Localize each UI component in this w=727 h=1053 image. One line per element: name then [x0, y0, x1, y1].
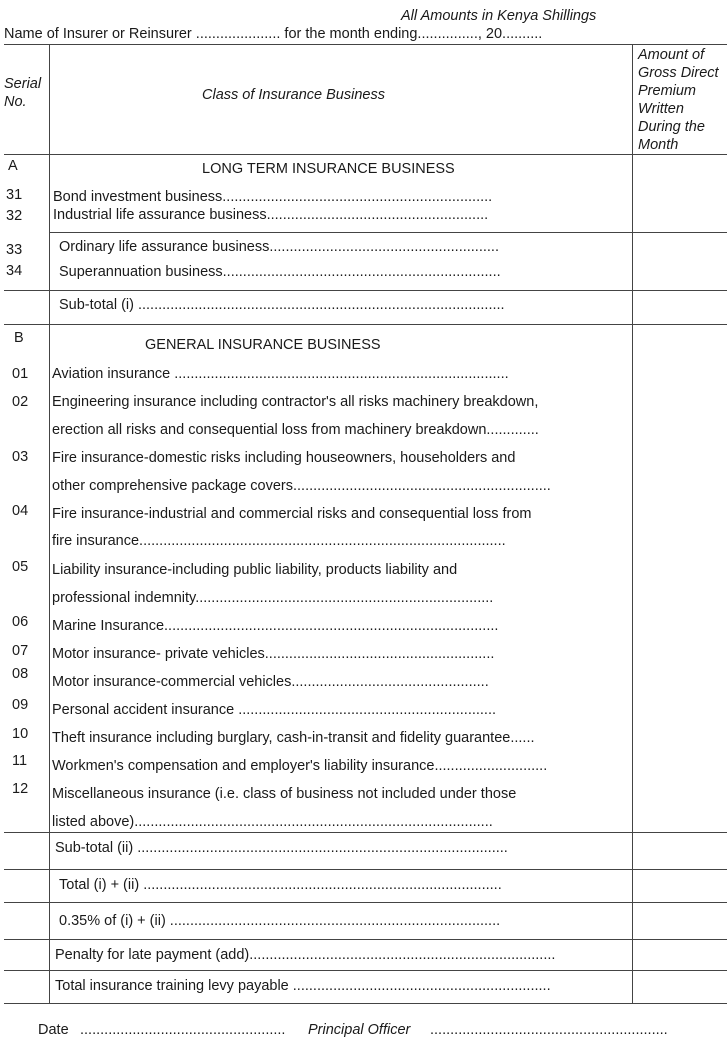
serial-01: 01	[12, 366, 29, 382]
subtotal-ii: Sub-total (ii) ............................................................................................	[55, 840, 508, 856]
serial-10: 10	[12, 726, 29, 742]
row-11-line1: Workmen's compensation and employer's liability insurance............................	[52, 758, 548, 774]
total-levy-payable: Total insurance training levy payable ................................................................	[55, 978, 551, 994]
row-33-text: Ordinary life assurance business.........................................................	[59, 239, 499, 255]
section-a-code: A	[8, 158, 18, 174]
serial-02: 02	[12, 394, 29, 410]
table-top-border	[4, 44, 727, 45]
serial-column-border	[49, 44, 50, 1003]
serial-08: 08	[12, 666, 29, 682]
section-b-code: B	[14, 330, 24, 346]
date-field: ...................................................	[80, 1022, 286, 1038]
table-bottom-border	[4, 1003, 727, 1004]
row-02-line2: erection all risks and consequential loss from machinery breakdown.............	[52, 422, 539, 438]
serial-06: 06	[12, 614, 29, 630]
divider-subtotal-ii	[4, 869, 727, 870]
serial-04: 04	[12, 503, 29, 519]
section-a-title: LONG TERM INSURANCE BUSINESS	[202, 161, 455, 177]
row-03-line1: Fire insurance-domestic risks including houseowners, householders and	[52, 450, 516, 466]
row-04-line2: fire insurance...........................................................................................	[52, 533, 506, 549]
levy-percentage: 0.35% of (i) + (ii) ..................................................................................	[59, 913, 501, 929]
row-09-line1: Personal accident insurance ................................................................	[52, 702, 497, 718]
row-34-text: Superannuation business.....................................................................	[59, 264, 501, 280]
total-i-ii: Total (i) + (ii) .........................................................................................	[59, 877, 502, 893]
serial-11: 11	[12, 753, 28, 769]
row-31-text: Bond investment business...................................................................	[53, 189, 493, 205]
amount-header: Amount of Gross Direct Premium Written During the Month	[638, 47, 719, 153]
row-05-line2: professional indemnity..........................................................................	[52, 590, 494, 606]
serial-03: 03	[12, 449, 29, 465]
header-bottom-border	[4, 154, 727, 155]
serial-31: 31	[6, 187, 23, 203]
subtotal-i: Sub-total (i) ...........................................................................................	[59, 297, 505, 313]
divider-penalty	[4, 970, 727, 971]
row-04-line1: Fire insurance-industrial and commercial risks and consequential loss from	[52, 506, 532, 522]
divider-a-group2	[4, 290, 727, 291]
row-03-line2: other comprehensive package covers................................................................	[52, 478, 551, 494]
row-07-line1: Motor insurance- private vehicles.........................................................	[52, 646, 495, 662]
row-12-line1: Miscellaneous insurance (i.e. class of business not included under those	[52, 786, 517, 802]
class-header: Class of Insurance Business	[202, 87, 385, 103]
serial-32: 32	[6, 208, 23, 224]
date-label: Date	[38, 1022, 69, 1038]
row-10-line1: Theft insurance including burglary, cash-in-transit and fidelity guarantee......	[52, 730, 535, 746]
row-08-line1: Motor insurance-commercial vehicles.................................................	[52, 674, 489, 690]
principal-officer-label: Principal Officer	[308, 1022, 411, 1038]
amount-column-border	[632, 44, 633, 1003]
row-12-line2: listed above).........................................................................................	[52, 814, 493, 830]
section-b-title: GENERAL INSURANCE BUSINESS	[145, 337, 381, 353]
row-01-line1: Aviation insurance ...................................................................................	[52, 366, 509, 382]
divider-levy	[4, 939, 727, 940]
divider-b-end	[4, 832, 727, 833]
serial-05: 05	[12, 559, 29, 575]
divider-total	[4, 902, 727, 903]
serial-07: 07	[12, 643, 29, 659]
divider-a-group1	[49, 232, 727, 233]
row-02-line1: Engineering insurance including contractor's all risks machinery breakdown,	[52, 394, 539, 410]
serial-33: 33	[6, 242, 23, 258]
serial-34: 34	[6, 263, 23, 279]
row-32-text: Industrial life assurance business.......................................................	[53, 207, 489, 223]
divider-a-subtotal	[4, 324, 727, 325]
insurer-name-line: Name of Insurer or Reinsurer ..................... for the month ending..............., 20..........	[4, 26, 543, 42]
penalty-late-payment: Penalty for late payment (add)............................................................................	[55, 947, 556, 963]
principal-officer-field: ...........................................................	[430, 1022, 668, 1038]
row-05-line1: Liability insurance-including public liability, products liability and	[52, 562, 458, 578]
serial-09: 09	[12, 697, 29, 713]
row-06-line1: Marine Insurance...................................................................................	[52, 618, 499, 634]
currency-note: All Amounts in Kenya Shillings	[401, 8, 597, 24]
serial-header: Serial No.	[4, 76, 42, 110]
serial-12: 12	[12, 781, 29, 797]
